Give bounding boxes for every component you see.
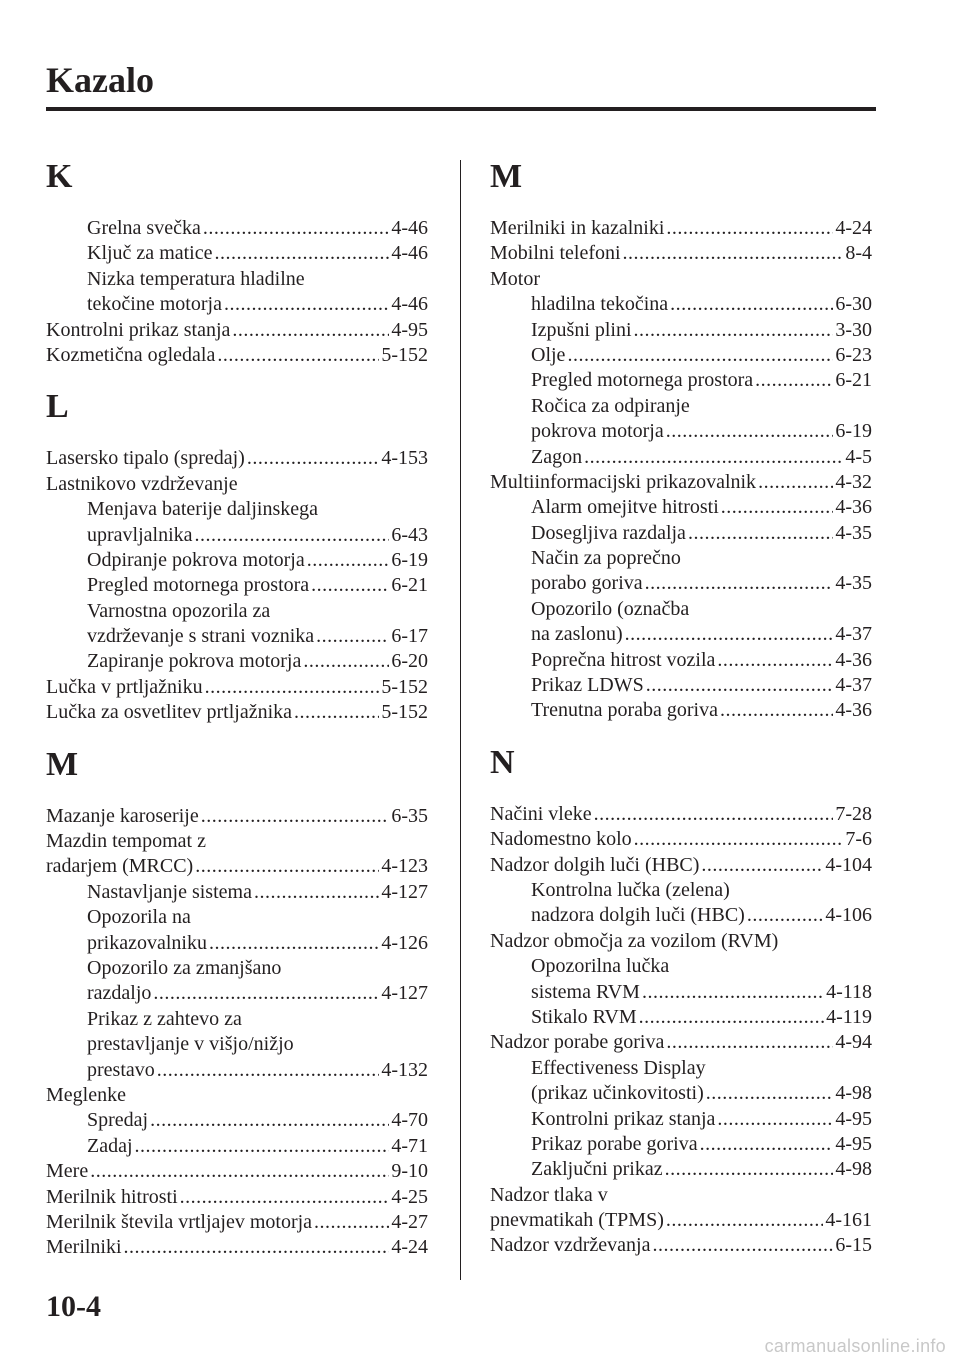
entry-page-ref: 4-123 [381, 855, 428, 878]
index-subentry [490, 521, 872, 546]
entry-page-ref: 4-36 [835, 496, 872, 519]
entry-term: Merilniki [46, 1236, 122, 1259]
dot-leader [594, 802, 834, 827]
entry-page-ref: 4-95 [835, 1132, 872, 1155]
dot-leader [215, 241, 390, 266]
entry-term: Grelna svečka [87, 217, 201, 239]
index-entry [46, 829, 428, 854]
entry-page-ref: 3-30 [835, 318, 872, 341]
index-subentry [46, 267, 428, 292]
index-subentry [46, 931, 428, 956]
entry-term: Kontrolni prikaz stanja [531, 1107, 716, 1130]
dot-leader [232, 318, 389, 343]
index-entry [46, 700, 428, 725]
entry-term: Zapiranje pokrova motorja [87, 650, 302, 673]
index-subentry [490, 1081, 872, 1106]
index-subentry [490, 980, 872, 1005]
entry-page-ref: 4-32 [835, 470, 872, 493]
entry-term: Nadzor tlaka v [490, 1183, 608, 1206]
entry-term: Lučka za osvetlitev prtljažnika [46, 701, 293, 724]
entry-term: (prikaz učinkovitosti) [531, 1082, 704, 1105]
entry-term: Prikaz porabe goriva [531, 1132, 698, 1155]
entry-term: Izpušni plini [531, 318, 632, 341]
dot-leader [311, 573, 389, 598]
index-subentry [490, 1005, 872, 1030]
index-entry [46, 472, 428, 497]
entry-term: vzdrževanje s strani voznika [87, 625, 315, 648]
entry-page-ref: 4-98 [835, 1082, 872, 1105]
entry-page-ref: 4-153 [381, 447, 428, 470]
index-subentry [46, 880, 428, 905]
entry-page-ref: 4-24 [391, 1236, 428, 1259]
dot-leader [314, 1210, 389, 1235]
entry-term: Motor [490, 267, 540, 290]
index-subentry [46, 649, 428, 674]
entry-page-ref: 6-15 [835, 1234, 872, 1257]
index-subentry [490, 648, 872, 673]
entry-term: tekočine motorja [87, 293, 222, 316]
dot-leader [717, 1107, 833, 1132]
dot-leader [195, 523, 390, 548]
entry-term: Trenutna poraba goriva [531, 699, 718, 722]
entry-term: Dosegljiva razdalja [531, 521, 686, 544]
entry-page-ref: 4-98 [835, 1158, 872, 1181]
index-entry [46, 804, 428, 829]
index-entry [490, 1208, 872, 1233]
dot-leader [666, 216, 833, 241]
entry-page-ref: 9-10 [391, 1160, 428, 1183]
entry-term: Menjava baterije daljinskega [87, 498, 319, 521]
dot-leader [706, 1081, 834, 1106]
index-entry [490, 929, 872, 954]
entry-term: Prikaz z zahtevo za [87, 1007, 242, 1030]
entry-term: Mazdin tempomat z [46, 830, 206, 853]
entry-term: Merilnik števila vrtljajev motorja [46, 1210, 313, 1233]
entry-page-ref: 4-94 [835, 1031, 872, 1054]
dot-leader [646, 673, 834, 698]
dot-leader [666, 1030, 833, 1055]
column-divider [460, 160, 461, 1280]
entry-term: prikazovalniku [87, 931, 207, 954]
index-entry [490, 216, 872, 241]
entry-page-ref: 7-6 [845, 828, 872, 851]
entry-term: Merilniki in kazalniki [490, 217, 665, 239]
section-letter: N [490, 743, 515, 781]
section-letter: M [46, 745, 79, 783]
entry-term: porabo goriva [531, 572, 643, 595]
entry-term: Lastnikovo vzdrževanje [46, 472, 238, 495]
section-letter: L [46, 388, 69, 426]
entry-term: Meglenke [46, 1083, 126, 1106]
dot-leader [201, 804, 390, 829]
entry-term: Nadzor območja za vozilom (RVM) [490, 929, 779, 952]
dot-leader [666, 419, 834, 444]
index-subentry [46, 599, 428, 624]
entry-term: Prikaz LDWS [531, 674, 644, 697]
dot-leader [567, 343, 833, 368]
index-entry [490, 827, 872, 852]
index-subentry [490, 1157, 872, 1182]
section-letter: K [46, 158, 73, 195]
entry-page-ref: 4-46 [391, 293, 428, 316]
dot-leader [670, 292, 833, 317]
entry-page-ref: 4-35 [835, 572, 872, 595]
entry-term: Kozmetična ogledala [46, 343, 216, 366]
entry-term: Stikalo RVM [531, 1005, 637, 1028]
dot-leader [634, 318, 834, 343]
entry-page-ref: 4-36 [835, 699, 872, 722]
dot-leader [642, 980, 824, 1005]
index-entry [490, 802, 872, 827]
entry-page-ref: 4-106 [825, 904, 872, 927]
entry-page-ref: 4-24 [835, 217, 872, 239]
entry-term: Način za poprečno [531, 547, 681, 570]
entry-page-ref: 5-152 [381, 343, 428, 366]
index-subentry [490, 954, 872, 979]
entry-term: sistema RVM [531, 980, 640, 1003]
index-subentry [46, 216, 428, 241]
entry-term: Mere [46, 1160, 89, 1183]
entry-term: Olje [531, 343, 566, 366]
dot-leader [688, 521, 833, 546]
header-rule [46, 107, 876, 111]
index-subentry [46, 497, 428, 522]
index-entry [46, 1185, 428, 1210]
index-subentry [46, 573, 428, 598]
index-subentry [46, 241, 428, 266]
page-number: 10-4 [46, 1290, 101, 1323]
dot-leader [665, 1157, 834, 1182]
index-entry [490, 1233, 872, 1258]
entry-term: Kontrolna lučka (zelena) [531, 878, 730, 901]
index-column-left [46, 150, 428, 1261]
dot-leader [135, 1134, 390, 1159]
index-entry [46, 318, 428, 343]
entry-term: Varnostna opozorila za [87, 599, 271, 622]
entry-term: Ročica za odpiranje [531, 394, 690, 417]
index-subentry [490, 698, 872, 723]
dot-leader [217, 343, 379, 368]
entry-page-ref: 6-19 [835, 420, 872, 443]
dot-leader [625, 622, 834, 647]
entry-page-ref: 4-95 [835, 1107, 872, 1130]
index-subentry [490, 597, 872, 622]
dot-leader [634, 827, 844, 852]
index-subentry [490, 292, 872, 317]
dot-leader [645, 571, 834, 596]
entry-term: Multiinformacijski prikazovalnik [490, 470, 757, 493]
entry-term: Opozorilo (označba [531, 597, 690, 620]
dot-leader [247, 446, 380, 471]
entry-term: radarjem (MRCC) [46, 855, 194, 878]
dot-leader [747, 903, 823, 928]
index-entry [490, 470, 872, 495]
entry-term: Pregled motornega prostora [531, 369, 754, 392]
entry-page-ref: 4-37 [835, 623, 872, 646]
dot-leader [720, 698, 833, 723]
index-subentry [46, 523, 428, 548]
dot-leader [205, 675, 380, 700]
dot-leader [124, 1235, 390, 1260]
entry-term: Ključ za matice [87, 242, 213, 265]
entry-term: prestavo [87, 1058, 155, 1081]
page-title: Kazalo [46, 60, 154, 100]
entry-page-ref: 6-23 [835, 343, 872, 366]
index-subentry [46, 1058, 428, 1083]
entry-page-ref: 4-118 [826, 980, 872, 1003]
entry-page-ref: 4-37 [835, 674, 872, 697]
entry-term: pokrova motorja [531, 420, 664, 443]
entry-term: Opozorilna lučka [531, 955, 670, 978]
index-entry [490, 1183, 872, 1208]
dot-leader [157, 1058, 380, 1083]
entry-page-ref: 4-127 [381, 982, 428, 1005]
dot-leader [303, 649, 389, 674]
entry-page-ref: 4-161 [825, 1209, 872, 1232]
index-subentry [46, 1007, 428, 1032]
entry-page-ref: 6-21 [391, 574, 428, 597]
entry-page-ref: 5-152 [381, 701, 428, 724]
dot-leader [254, 880, 379, 905]
dot-leader [701, 853, 823, 878]
entry-page-ref: 4-95 [391, 318, 428, 341]
dot-leader [717, 648, 833, 673]
entry-page-ref: 4-27 [391, 1210, 428, 1233]
entry-page-ref: 4-46 [391, 242, 428, 265]
entry-page-ref: 4-46 [391, 217, 428, 239]
index-entry [490, 267, 872, 292]
index-subentry [490, 673, 872, 698]
index-subentry [490, 903, 872, 928]
entry-page-ref: 4-25 [391, 1185, 428, 1208]
entry-term: pnevmatikah (TPMS) [490, 1209, 664, 1232]
index-subentry [490, 1132, 872, 1157]
entry-page-ref: 4-127 [381, 880, 428, 903]
entry-term: Lučka v prtljažniku [46, 675, 203, 698]
entry-term: Opozorilo za zmanjšano [87, 956, 282, 979]
entry-term: Kontrolni prikaz stanja [46, 318, 231, 341]
entry-page-ref: 6-19 [391, 548, 428, 571]
dot-leader [90, 1159, 389, 1184]
entry-term: Nadomestno kolo [490, 828, 632, 851]
entry-term: Nastavljanje sistema [87, 880, 252, 903]
dot-leader [721, 495, 834, 520]
entry-page-ref: 6-43 [391, 523, 428, 546]
entry-page-ref: 6-35 [391, 804, 428, 827]
dot-leader [209, 931, 379, 956]
entry-page-ref: 8-4 [845, 242, 872, 265]
entry-term: na zaslonu) [531, 623, 623, 646]
entry-page-ref: 4-119 [826, 1005, 872, 1028]
index-entry [46, 1083, 428, 1108]
watermark: carmanualsonline.info [764, 1336, 946, 1356]
entry-page-ref: 4-132 [381, 1058, 428, 1081]
dot-leader [203, 216, 390, 241]
index-subentry [490, 318, 872, 343]
entry-term: Nadzor vzdrževanja [490, 1234, 651, 1257]
index-subentry [490, 571, 872, 596]
index-subentry [490, 495, 872, 520]
entry-term: razdaljo [87, 982, 152, 1005]
dot-leader [294, 700, 379, 725]
section-letter: M [490, 158, 523, 195]
entry-page-ref: 6-30 [835, 293, 872, 316]
index-subentry [490, 1107, 872, 1132]
entry-page-ref: 4-71 [391, 1134, 428, 1157]
entry-term: Mobilni telefoni [490, 242, 621, 265]
dot-leader [195, 854, 379, 879]
index-subentry [46, 956, 428, 981]
index-subentry [490, 1056, 872, 1081]
entry-term: Mazanje karoserije [46, 804, 199, 827]
entry-term: Odpiranje pokrova motorja [87, 548, 305, 571]
entry-term: Zaključni prikaz [531, 1158, 663, 1181]
index-entry [490, 853, 872, 878]
index-column-right [490, 150, 872, 1259]
entry-term: Načini vleke [490, 802, 592, 825]
index-entry [46, 1210, 428, 1235]
index-entry [46, 1159, 428, 1184]
index-subentry [46, 1134, 428, 1159]
entry-page-ref: 6-20 [391, 650, 428, 673]
entry-term: Zagon [531, 445, 583, 468]
entry-page-ref: 4-126 [381, 931, 428, 954]
entry-term: Nadzor porabe goriva [490, 1031, 665, 1054]
entry-page-ref: 6-21 [835, 369, 872, 392]
index-subentry [490, 368, 872, 393]
index-subentry [46, 548, 428, 573]
index-entry [46, 343, 428, 368]
index-subentry [46, 981, 428, 1006]
index-subentry [46, 624, 428, 649]
dot-leader [584, 445, 843, 470]
entry-page-ref: 5-152 [381, 675, 428, 698]
entry-page-ref: 6-17 [391, 625, 428, 648]
index-entry [46, 446, 428, 471]
dot-leader [153, 981, 379, 1006]
dot-leader [623, 241, 844, 266]
index-subentry [46, 905, 428, 930]
index-subentry [490, 343, 872, 368]
dot-leader [180, 1185, 390, 1210]
dot-leader [666, 1208, 823, 1233]
index-subentry [46, 292, 428, 317]
index-entry [46, 854, 428, 879]
dot-leader [316, 624, 389, 649]
entry-page-ref: 4-104 [825, 853, 872, 876]
dot-leader [700, 1132, 834, 1157]
dot-leader [758, 470, 833, 495]
index-entry [490, 1030, 872, 1055]
index-subentry [490, 546, 872, 571]
entry-term: Nizka temperatura hladilne [87, 267, 305, 290]
index-subentry [46, 1108, 428, 1133]
entry-page-ref: 4-36 [835, 648, 872, 671]
dot-leader [652, 1233, 833, 1258]
entry-term: Nadzor dolgih luči (HBC) [490, 853, 700, 876]
entry-term: Lasersko tipalo (spredaj) [46, 447, 245, 470]
index-entry [46, 1235, 428, 1260]
dot-leader [755, 368, 833, 393]
index-entry [490, 241, 872, 266]
entry-term: Poprečna hitrost vozila [531, 648, 716, 671]
entry-page-ref: 4-35 [835, 521, 872, 544]
dot-leader [224, 292, 389, 317]
index-entry [46, 675, 428, 700]
index-subentry [490, 419, 872, 444]
entry-term: hladilna tekočina [531, 293, 669, 316]
dot-leader [150, 1108, 389, 1133]
entry-term: Spredaj [87, 1109, 149, 1132]
index-subentry [46, 1032, 428, 1057]
entry-term: Effectiveness Display [531, 1056, 706, 1079]
dot-leader [639, 1005, 824, 1030]
index-subentry [490, 878, 872, 903]
entry-page-ref: 4-5 [845, 445, 872, 468]
index-subentry [490, 445, 872, 470]
entry-term: upravljalnika [87, 523, 193, 546]
entry-term: Opozorila na [87, 906, 191, 929]
entry-term: Pregled motornega prostora [87, 574, 310, 597]
entry-term: Merilnik hitrosti [46, 1185, 178, 1208]
entry-page-ref: 4-70 [391, 1109, 428, 1132]
entry-page-ref: 7-28 [835, 802, 872, 825]
entry-term: Zadaj [87, 1134, 133, 1157]
entry-term: prestavljanje v višjo/nižjo [87, 1033, 294, 1056]
index-subentry [490, 394, 872, 419]
entry-term: Alarm omejitve hitrosti [531, 496, 719, 519]
index-subentry [490, 622, 872, 647]
dot-leader [307, 548, 390, 573]
entry-term: nadzora dolgih luči (HBC) [531, 904, 745, 927]
